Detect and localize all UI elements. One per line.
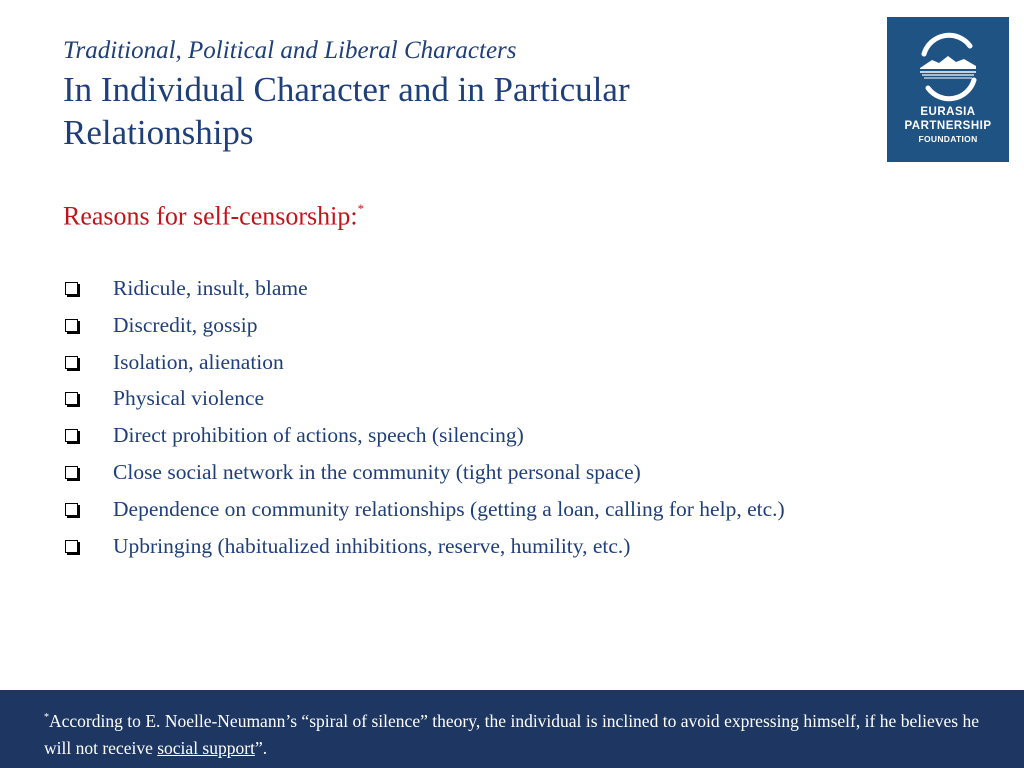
footnote-bar — [0, 690, 1024, 768]
list-item-text: Isolation, alienation — [113, 349, 284, 374]
checkbox-bullet-icon — [65, 356, 78, 369]
list-item — [63, 491, 785, 528]
eurasia-partnership-foundation-logo — [887, 17, 1009, 162]
list-item-text: Close social network in the community (tight personal space) — [113, 459, 641, 484]
logo-line-2: PARTNERSHIP — [904, 120, 992, 132]
list-item-text: Discredit, gossip — [113, 312, 258, 337]
checkbox-bullet-icon — [65, 282, 78, 295]
section-heading-text: Reasons for self-censorship: — [63, 201, 358, 231]
reasons-list — [63, 270, 785, 564]
list-item — [63, 417, 785, 454]
slide-title-line-1: In Individual Character and in Particular — [63, 70, 630, 109]
checkbox-bullet-icon — [65, 466, 78, 479]
list-item-text: Dependence on community relationships (getting a loan, calling for help, etc.) — [113, 496, 785, 521]
list-item — [63, 307, 785, 344]
list-item — [63, 454, 785, 491]
footnote-closing: ”. — [254, 737, 268, 758]
footnote-marker: * — [44, 712, 49, 723]
slide-title — [63, 68, 843, 154]
footnote-text — [44, 704, 979, 762]
slide-header — [63, 36, 843, 154]
checkbox-bullet-icon — [65, 319, 78, 332]
list-item-text: Ridicule, insult, blame — [113, 276, 308, 300]
slide-title-line-2: Relationships — [63, 113, 254, 152]
list-item — [63, 528, 785, 565]
list-item-text: Direct prohibition of actions, speech (silencing) — [113, 423, 524, 448]
checkbox-bullet-icon — [65, 429, 78, 442]
globe-mountain-icon — [912, 32, 984, 102]
logo-wordmark — [887, 105, 1009, 145]
logo-line-3: FOUNDATION — [918, 134, 978, 144]
list-item-text: Physical violence — [113, 386, 265, 411]
slide-subtitle: Traditional, Political and Liberal Characters — [63, 37, 517, 64]
section-heading — [63, 194, 364, 234]
list-item-text: Upbringing (habitualized inhibitions, reserve, humility, etc.) — [113, 533, 631, 558]
social-support-link[interactable]: social support — [157, 737, 255, 758]
footnote-body: According to E. Noelle-Neumann’s “spiral of silence” theory, the individual is inclined to avoid expressing himself, if he believes he will not receive — [44, 710, 979, 758]
checkbox-bullet-icon — [65, 540, 78, 553]
list-item — [63, 380, 785, 417]
list-item — [63, 344, 785, 381]
checkbox-bullet-icon — [65, 503, 78, 516]
logo-line-1: EURASIA — [920, 106, 976, 118]
list-item — [63, 270, 785, 307]
footnote-marker: * — [357, 201, 365, 216]
checkbox-bullet-icon — [65, 392, 78, 405]
